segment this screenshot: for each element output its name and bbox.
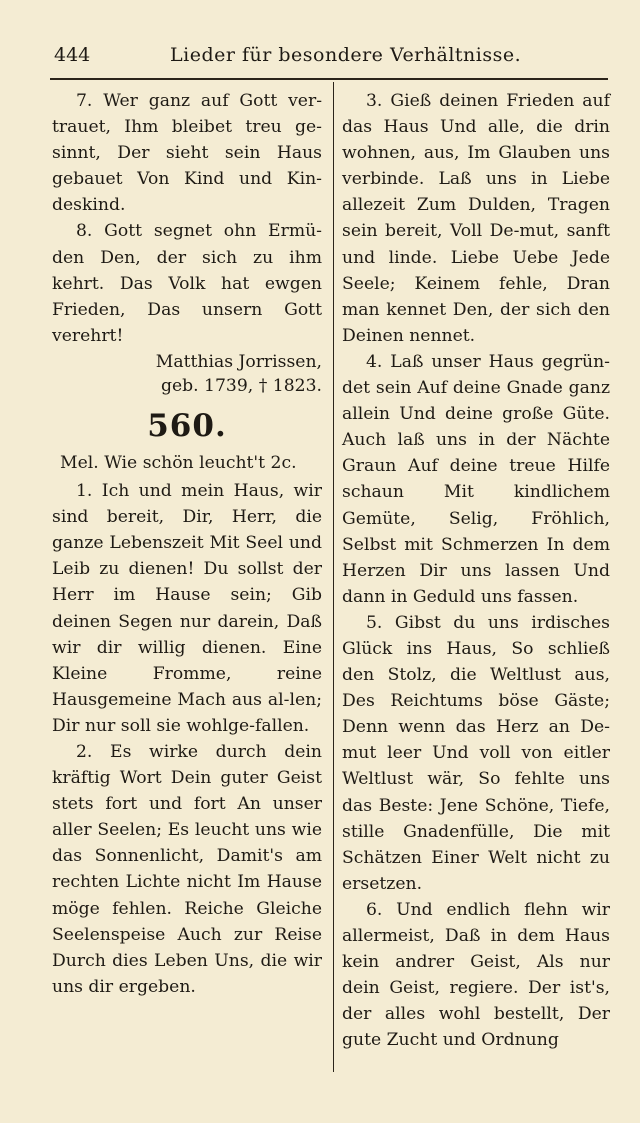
stanza-6: 6. Und endlich flehn wir allermeist, Daß in dem Haus kein andrer Geist, Als nur dein Geist, regiere. Der ist's, der alles wohl bestellt, Der gute Zucht und Ordnung xyxy=(342,899,610,1051)
running-title: Lieder für besondere Verhältnisse. xyxy=(170,44,522,66)
page-number: 444 xyxy=(54,44,91,66)
stanza-1: 1. Ich und mein Haus, wir sind bereit, Dir, Herr, die ganze Lebenszeit Mit Seel und Leib zu dienen! Du sollst der Herr im Hause sein; Gib deinen Segen nur darein, Daß wir dir willig dienen. Eine Kleine Fromme, reine Hausgemeine Mach aus al-len; Dir nur soll sie wohlge-fallen. xyxy=(52,481,322,736)
stanza-2: 2. Es wirke durch dein kräftig Wort Dein guter Geist stets fort und fort An unser aller Seelen; Es leucht uns wie das Sonnenlicht, Damit's am rechten Lichte nicht Im Hause möge fehlen. Reiche Gleiche Seelenspeise Auch zur Reise Durch dies Leben Uns, die wir uns dir ergeben. xyxy=(52,741,322,997)
left-column xyxy=(52,88,322,1000)
stanza-5: 5. Gibst du uns irdisches Glück ins Haus, So schließ den Stolz, die Weltlust aus, Des Reichtums böse Gäste; Denn wenn das Herz an De-mut leer Und voll von eitler Weltlust wär, So fehlte uns das Beste: Jene Schöne, Tiefe, stille Gnadenfülle, Die mit Schätzen Einer Welt nicht zu ersetzen. xyxy=(342,612,610,894)
column-divider xyxy=(333,82,334,1072)
stanza-3: 3. Gieß deinen Frieden auf das Haus Und alle, die drin wohnen, aus, Im Glauben uns verbinde. Laß uns in Liebe allezeit Zum Dulden, Tragen sein bereit, Voll De-mut, sanft und linde. Liebe Uebe Jede Seele; Keinem fehle, Dran man kennet Den, der sich den Deinen nennet. xyxy=(342,91,610,346)
stanza-7: 7. Wer ganz auf Gott ver-trauet, Ihm bleibet treu ge-sinnt, Der sieht sein Haus gebauet Von Kind und Kin-deskind. xyxy=(52,91,322,216)
author-attribution xyxy=(52,350,322,398)
melody-line: Mel. Wie schön leucht't 2c. xyxy=(60,452,297,473)
author-name: Matthias Jorrissen, xyxy=(155,351,322,372)
author-dates: geb. 1739, † 1823. xyxy=(160,375,322,396)
hymn-number: 560. xyxy=(147,407,227,444)
right-column xyxy=(342,88,610,1053)
stanza-8: 8. Gott segnet ohn Ermü-den Den, der sich zu ihm kehrt. Das Volk hat ewgen Frieden, Das unsern Gott verehrt! xyxy=(52,221,322,346)
page-header xyxy=(50,44,610,76)
stanza-4: 4. Laß unser Haus gegrün-det sein Auf deine Gnade ganz allein Und deine große Güte. Auch laß uns in der Nächte Graun Auf deine treue Hilfe schaun Mit kindlichem Gemüte, Selig, Fröhlich, Selbst mit Schmerzen In dem Herzen Dir uns lassen Und dann in Geduld uns fassen. xyxy=(342,351,610,607)
header-rule xyxy=(50,78,608,80)
